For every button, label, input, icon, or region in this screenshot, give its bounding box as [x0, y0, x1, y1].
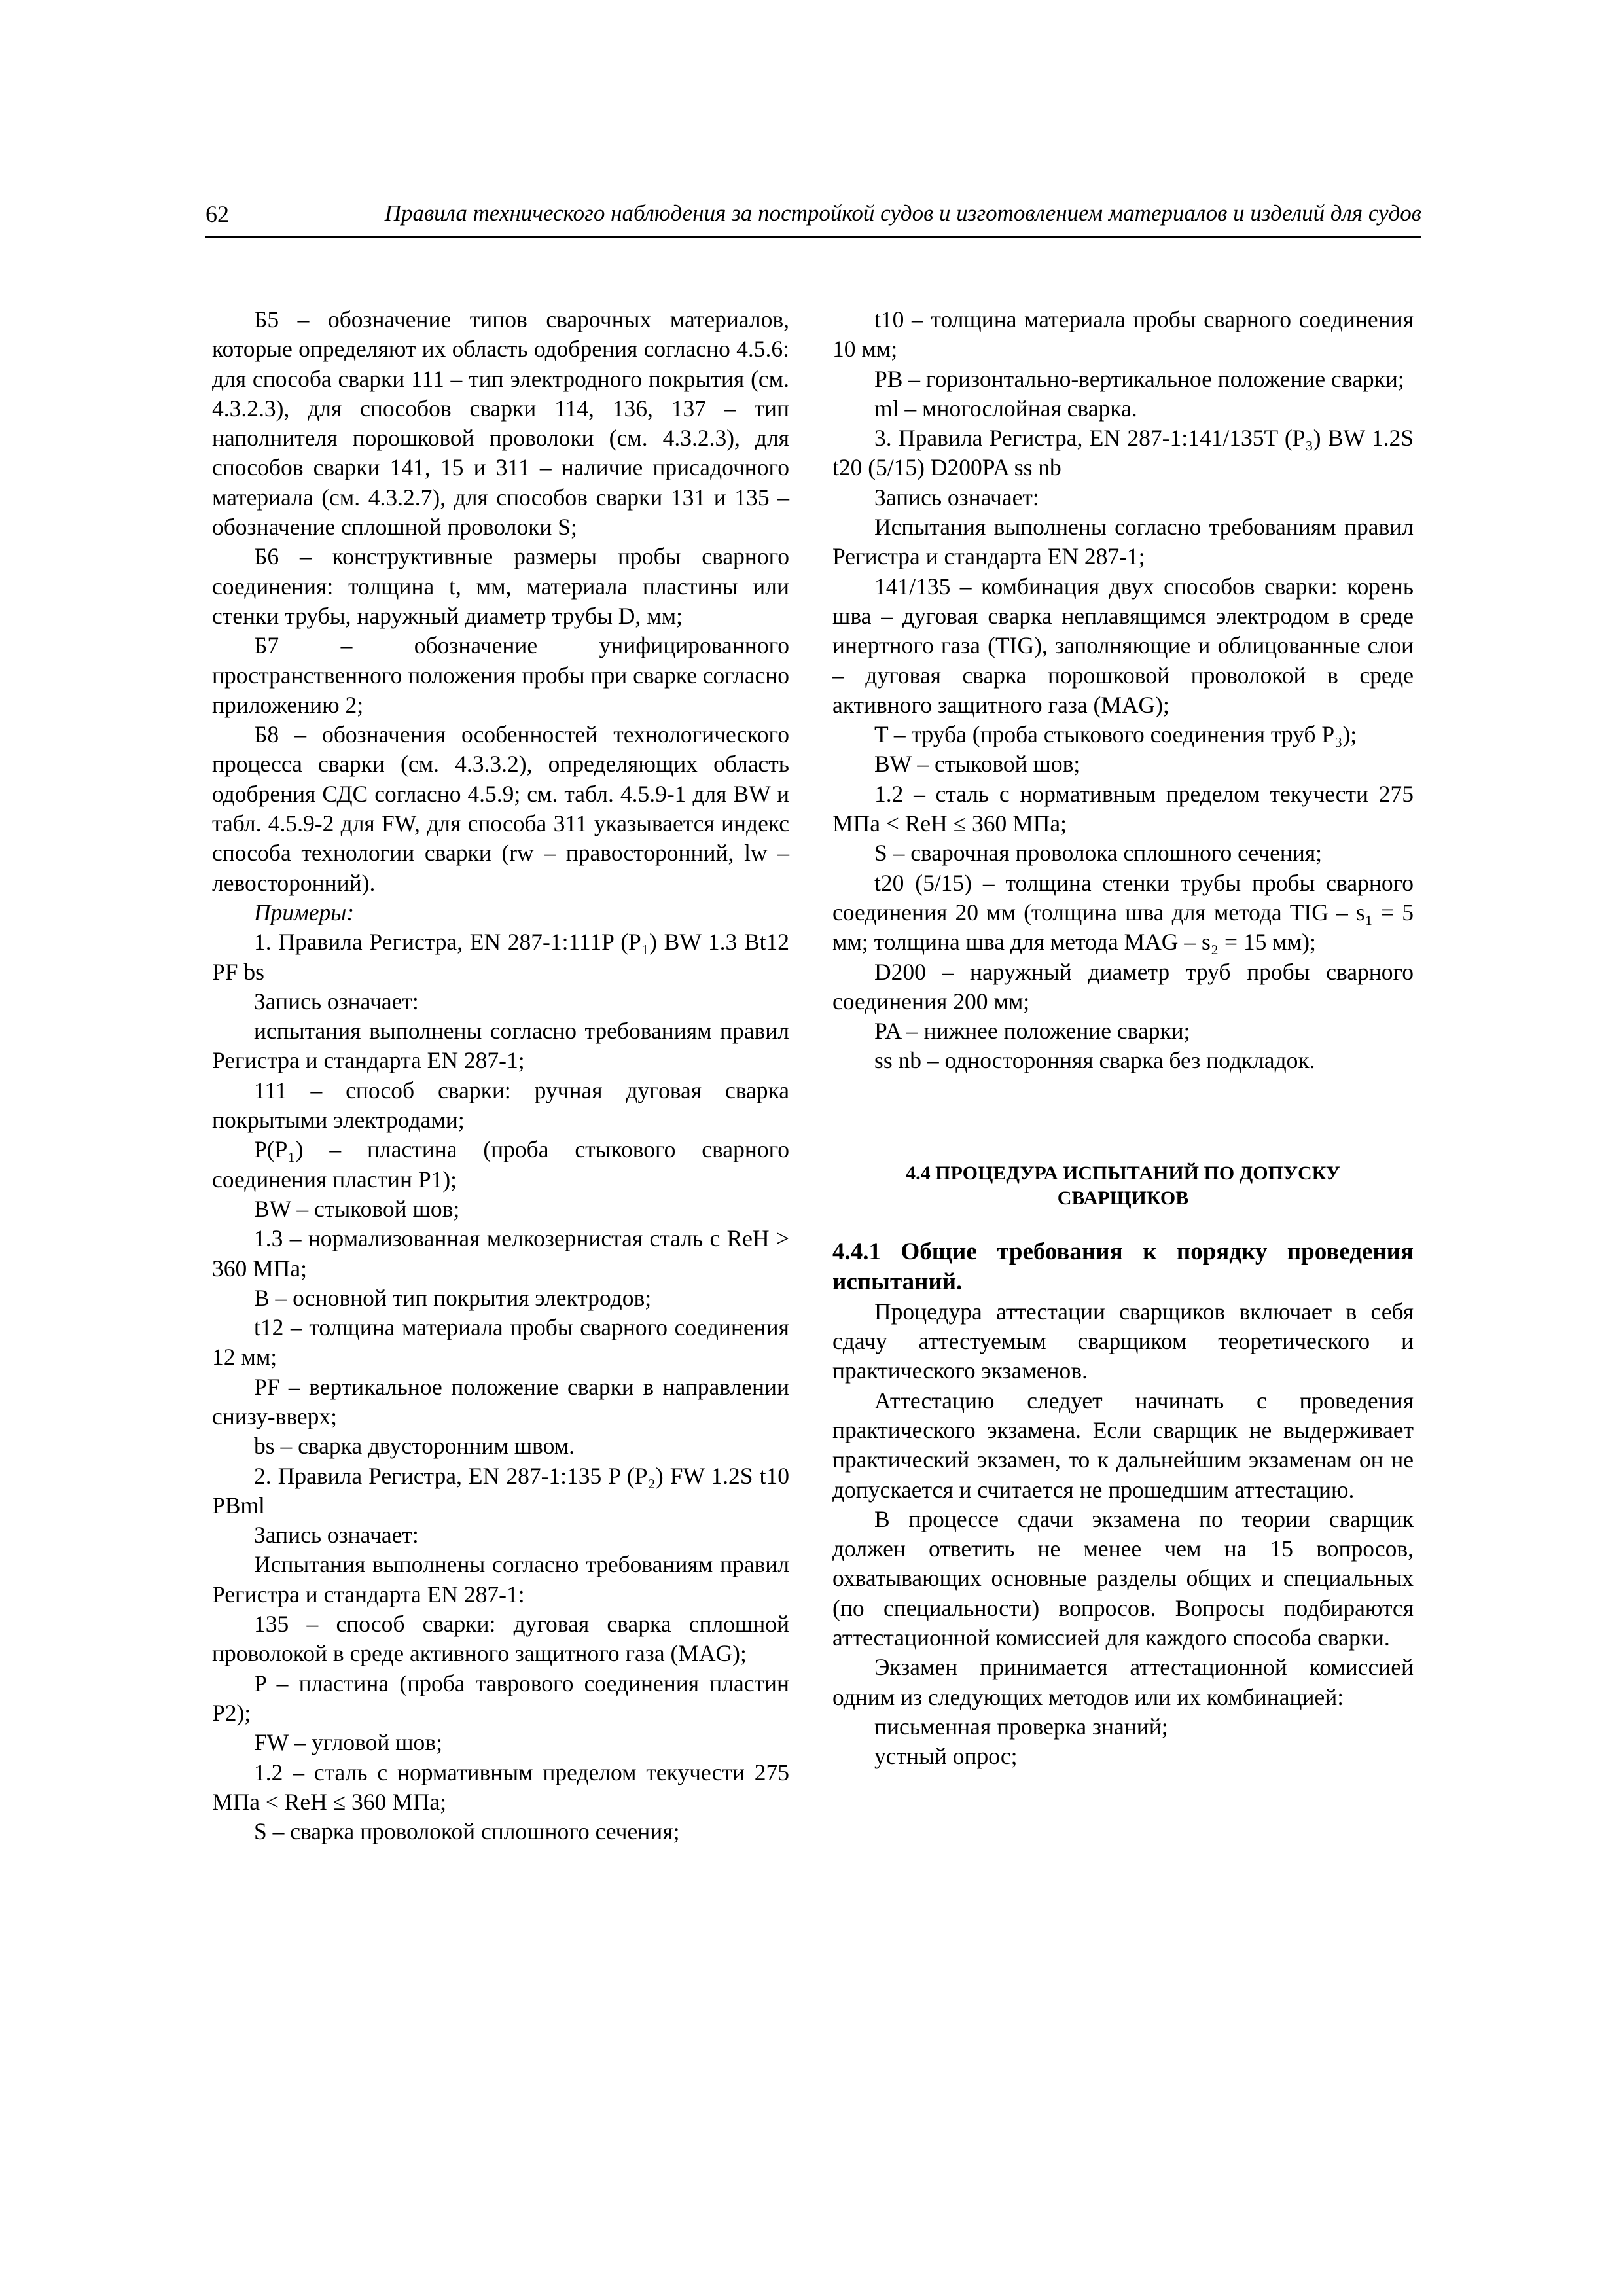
paragraph: bs – сварка двусторонним швом. — [254, 1433, 575, 1460]
paragraph: 141/135 – комбинация двух способов сварки: корень шва – дуговая сварка неплавящимся электродом в среде инертного газа (TIG), заполняющие и облицованные слои – дуговая сварка порошковой проволокой в среде активного защитного газа (MAG); — [832, 573, 1414, 718]
examples-label: Примеры: — [254, 899, 355, 925]
paragraph: Запись означает: — [254, 988, 419, 1014]
paragraph: P(P₁) – пластина (проба стыкового сварного соединения пластин P1); — [212, 1136, 789, 1193]
paragraph: Процедура аттестации сварщиков включает в себя сдачу аттестуемым сварщиком теоретического и практического экзаменов. — [832, 1298, 1414, 1384]
section-spacer — [832, 1076, 1414, 1161]
paragraph: устный опрос; — [874, 1743, 1018, 1770]
paragraph: 1.3 – нормализованная мелкозернистая сталь с ReH > 360 МПа; — [212, 1225, 789, 1282]
paragraph: S – сварка проволокой сплошного сечения; — [254, 1818, 680, 1845]
paragraph: 1.2 – сталь с нормативным пределом текучести 275 МПа < ReH ≤ 360 МПа; — [832, 780, 1414, 837]
paragraph: Запись означает: — [874, 484, 1039, 511]
paragraph: ml – многослойная сварка. — [874, 395, 1137, 422]
paragraph: Б5 – обозначение типов сварочных материалов, которые определяют их область одобрения согласно 4.5.6: для способа сварки 111 – тип электродного покрытия (см. 4.3.2.3), для способов сварки 114, 136, 137 – тип наполнителя порошковой проволоки (см. 4.3.2.3), для способов сварки 141, 15 и 311 – наличие присадочного материала (см. 4.3.2.7), для способов сварки 131 и 135 – обозначение сплошной проволоки S; — [212, 306, 789, 541]
page-header — [205, 200, 1421, 238]
running-title: Правила технического наблюдения за постройкой судов и изготовлением материалов и изделий для судов — [384, 200, 1421, 226]
paragraph: BW – стыковой шов; — [254, 1195, 460, 1222]
paragraph: испытания выполнены согласно требованиям правил Регистра и стандарта EN 287-1; — [212, 1018, 789, 1074]
paragraph: 1.2 – сталь с нормативным пределом текучести 275 МПа < ReH ≤ 360 МПа; — [212, 1759, 789, 1815]
paragraph: t12 – толщина материала пробы сварного соединения 12 мм; — [212, 1314, 789, 1371]
paragraph: письменная проверка знаний; — [874, 1713, 1168, 1740]
page-number: 62 — [205, 201, 229, 227]
paragraph: Экзамен принимается аттестационной комиссией одним из следующих методов или их комбинацией: — [832, 1654, 1414, 1710]
paragraph: 111 – способ сварки: ручная дуговая сварка покрытыми электродами; — [212, 1077, 789, 1134]
paragraph: FW – угловой шов; — [254, 1729, 442, 1756]
paragraph: Запись означает: — [254, 1522, 419, 1549]
subsection-heading: 4.4.1 Общие требования к порядку проведения испытаний. — [832, 1238, 1414, 1295]
paragraph: t10 – толщина материала пробы сварного соединения 10 мм; — [832, 306, 1414, 363]
paragraph: PA – нижнее положение сварки; — [874, 1018, 1190, 1045]
paragraph: 2. Правила Регистра, EN 287-1:135 P (P₂) FW 1.2S t10 PBml — [212, 1462, 789, 1518]
paragraph: В процессе сдачи экзамена по теории сварщик должен ответить не менее чем на 15 вопросов, охватывающих основные разделы общих и специальных (по специальности) вопросов. Вопросы подбираются аттестационной комиссией для каждого способа сварки. — [832, 1505, 1414, 1651]
paragraph: PF – вертикальное положение сварки в направлении снизу-вверх; — [212, 1373, 789, 1429]
paragraph: t20 (5/15) – толщина стенки трубы пробы сварного соединения 20 мм (толщина шва для метода TIG – s₁ = 5 мм; толщина шва для метода MAG – s₂ = 15 мм); — [832, 869, 1414, 956]
paragraph: D200 – наружный диаметр труб пробы сварного соединения 200 мм; — [832, 958, 1414, 1014]
section-spacer — [832, 1211, 1414, 1237]
paragraph: 135 – способ сварки: дуговая сварка сплошной проволокой в среде активного защитного газа (MAG); — [212, 1611, 789, 1667]
section-heading: 4.4 ПРОЦЕДУРА ИСПЫТАНИЙ ПО ДОПУСКУ СВАРЩИКОВ — [906, 1162, 1340, 1209]
paragraph: Испытания выполнены согласно требованиям правил Регистра и стандарта EN 287-1: — [212, 1551, 789, 1607]
paragraph: T – труба (проба стыкового соединения труб P₃); — [874, 721, 1357, 748]
paragraph: 1. Правила Регистра, EN 287-1:111P (P₁) BW 1.3 Bt12 PF bs — [212, 929, 789, 985]
paragraph: 3. Правила Регистра, EN 287-1:141/135T (P₃) BW 1.2S t20 (5/15) D200PA ss nb — [832, 425, 1414, 481]
right-column — [832, 305, 1414, 1771]
left-column — [212, 305, 789, 1846]
paragraph: S – сварочная проволока сплошного сечения; — [874, 840, 1323, 867]
paragraph: ss nb – односторонняя сварка без подкладок. — [874, 1047, 1315, 1074]
paragraph: Б8 – обозначения особенностей технологического процесса сварки (см. 4.3.3.2), определяющих область одобрения СДС согласно 4.5.9; см. табл. 4.5.9-1 для BW и табл. 4.5.9-2 для FW, для способа 311 указывается индекс способа технологии сварки (rw – правосторонний, lw – левосторонний). — [212, 721, 789, 896]
paragraph: BW – стыковой шов; — [874, 751, 1080, 778]
paragraph: B – основной тип покрытия электродов; — [254, 1284, 652, 1311]
paragraph: PB – горизонтально-вертикальное положение сварки; — [874, 365, 1404, 392]
paragraph: P – пластина (проба таврового соединения пластин P2); — [212, 1670, 789, 1726]
paragraph: Б6 – конструктивные размеры пробы сварного соединения: толщина t, мм, материала пластины или стенки трубы, наружный диаметр трубы D, мм; — [212, 543, 789, 629]
paragraph: Испытания выполнены согласно требованиям правил Регистра и стандарта EN 287-1; — [832, 514, 1414, 570]
paragraph: Аттестацию следует начинать с проведения практического экзамена. Если сварщик не выдерживает практический экзамен, то к дальнейшим экзаменам он не допускается и считается не прошедшим аттестацию. — [832, 1387, 1414, 1503]
paragraph: Б7 – обозначение унифицированного пространственного положения пробы при сварке согласно приложению 2; — [212, 632, 789, 718]
